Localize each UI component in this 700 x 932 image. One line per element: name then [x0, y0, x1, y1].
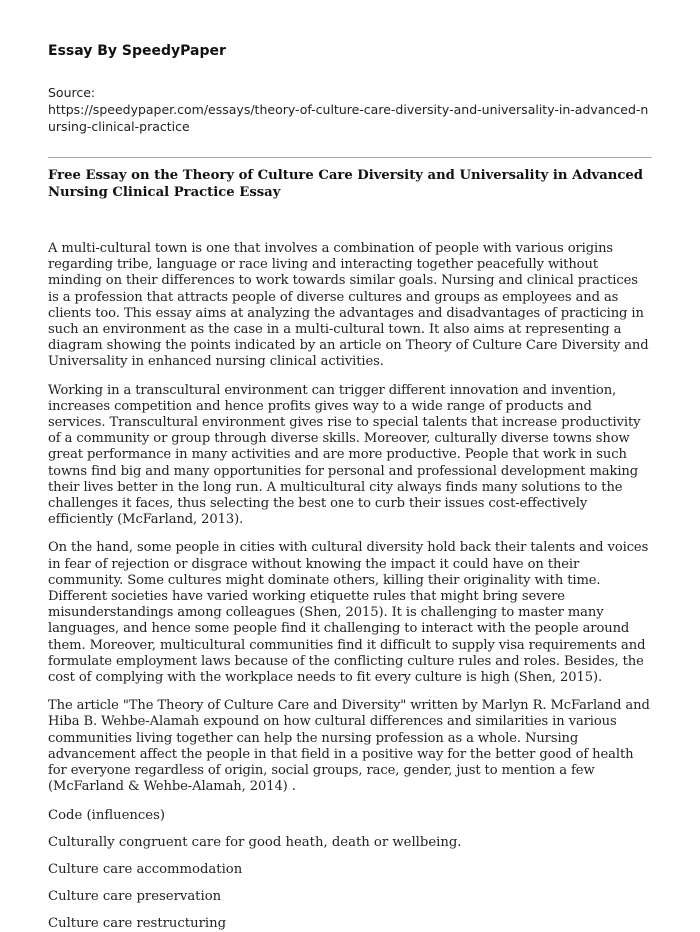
list-line: Culture care accommodation	[48, 861, 243, 877]
list-line: Culture care restructuring	[48, 915, 227, 931]
paragraph: The article "The Theory of Culture Care and Diversity" written by Marlyn R. McFarland and Hiba B. Wehbe-Alamah expound on how cultural differences and similarities in various communities living together can help the nursing profession as a whole. Nursing advancement affect the people in that field in a positive way for the better good of health for everyone regardless of origin, social groups, race, gender, just to mention a few (McFarland & Wehbe-Alamah, 2014) .	[48, 698, 650, 795]
paragraph: On the hand, some people in cities with cultural diversity hold back their talents and voices in fear of rejection or disgrace without knowing the impact it could have on their community. Some cultures might dominate others, killing their originality with time. Different societies have varied working etiquette rules that might bring severe misunderstandings among colleagues (Shen, 2015). It is challenging to master many languages, and hence some people find it challenging to interact with the people around them. Moreover, multicultural communities find it difficult to supply visa requirements and formulate employment laws because of the conflicting culture rules and roles. Besides, the cost of complying with the workplace needs to fit every culture is high (Shen, 2015).	[48, 540, 649, 686]
essay-body	[48, 241, 652, 932]
divider	[48, 157, 652, 158]
brand-heading: Essay By SpeedyPaper	[48, 43, 226, 59]
essay-title: Free Essay on the Theory of Culture Care Diversity and Universality in Advanced Nursing Clinical Practice Essay	[48, 168, 643, 200]
paragraph: Working in a transcultural environment can trigger different innovation and invention, increases competition and hence profits gives way to a wide range of products and services. Transcultural environment gives rise to special talents that increase productivity of a community or group through diverse skills. Moreover, culturally diverse towns show great performance in many activities and are more productive. People that work in such towns find big and many opportunities for personal and professional development making their lives better in the long run. A multicultural city always finds many solutions to the challenges it faces, thus selecting the best one to curb their issues cost-effectively efficiently (McFarland, 2013).	[48, 382, 641, 528]
paragraph: A multi-cultural town is one that involves a combination of people with various origins regarding tribe, language or race living and interacting together peacefully without minding on their differences to work towards similar goals. Nursing and clinical practices is a profession that attracts people of diverse cultures and groups as employees and as clients too. This essay aims at analyzing the advantages and disadvantages of practicing in such an environment as the case in a multi-cultural town. It also aims at representing a diagram showing the points indicated by an article on Theory of Culture Care Diversity and Universality in enhanced nursing clinical activities.	[48, 241, 649, 370]
list-line: Culturally congruent care for good heath, death or wellbeing.	[48, 834, 462, 850]
source-url: https://speedypaper.com/essays/theory-of-culture-care-diversity-and-universality-in-advanced-nursing-clinical-practice	[48, 102, 649, 134]
list-line: Code (influences)	[48, 807, 166, 823]
list-line: Culture care preservation	[48, 888, 222, 904]
source-label: Source:	[48, 85, 96, 100]
source-block	[48, 84, 652, 135]
